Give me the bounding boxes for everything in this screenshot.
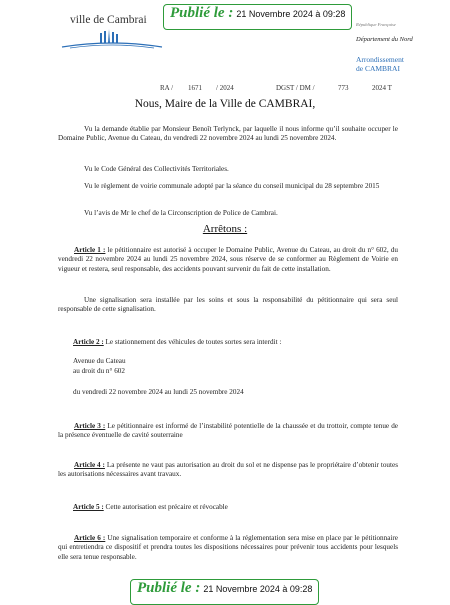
period-line: du vendredi 22 novembre 2024 au lundi 25 novembre 2024 [73,388,244,396]
arrondissement-line-1: Arrondissement [356,55,404,64]
article-6-text: Une signalisation temporaire et conforme à la réglementation sera mise en place par le pétitionnaire qui entretiendra ce dispositif et prendra toutes les dispositions nécessaires pour prévenir tous accidents pour lesquels elle sera tenue responsable. [58,534,398,561]
article-6-label: Article 6 : [74,534,106,542]
article-1 [58,246,398,274]
article-3-text: Le pétitionnaire est informé de l’instabilité potentielle de la chaussée et du trottoir, compte tenue de la présence éventuelle de cavité souterraine [58,422,398,440]
ra-number: 1671 [188,84,202,92]
stamp-date: 21 Novembre 2024 à 09:28 [236,9,346,19]
address-line-2: au droit du n° 602 [73,367,125,375]
article-3-label: Article 3 : [74,422,106,430]
article-2-label: Article 2 : [73,338,104,346]
dgst-label: DGST / DM / [276,84,315,92]
article-3 [58,422,398,441]
signalisation-paragraph: Une signalisation sera installée par les soins et sous la responsabilité du pétitionnaire qui sera seul responsable de cette signalisation. [58,296,398,314]
logo-text: ville de Cambrai [70,14,147,26]
article-2-text: Le stationnement des véhicules de toutes sortes sera interdit : [103,338,282,346]
article-5-text: Cette autorisation est précaire et révocable [103,503,228,511]
article-1-label: Article 1 : [74,246,106,254]
vu-demande: Vu la demande établie par Monsieur Benoît Terlynck, par laquelle il nous informe qu’il souhaite occuper le Domaine Public, Avenue du Cateau, du vendredi 22 novembre 2024 au lundi 25 novembre 2024. [58,125,398,143]
departement-label: Département du Nord [356,36,413,43]
publication-stamp-top [163,4,352,30]
vu-reglement: Vu le règlement de voirie communale adopté par la séance du conseil municipal du 28 septembre 2015 [84,182,380,190]
stamp-date-bottom: 21 Novembre 2024 à 09:28 [203,584,313,594]
article-5 [73,503,398,512]
article-5-label: Article 5 : [73,503,104,511]
stamp-label: Publié le : [170,5,234,21]
vu-code: Vu le Code Général des Collectivités Territoriales. [84,165,229,173]
cambrai-skyline-logo [60,27,164,49]
article-4-text: La présente ne vaut pas autorisation au droit du sol et ne dispense pas le propriétaire d’obtenir toutes les autorisations nécessaires avant travaux. [58,461,398,479]
arrondissement-line-2: de CAMBRAI [356,64,400,73]
arrondissement-label [356,55,446,73]
stamp-label-bottom: Publié le : [137,580,201,596]
dgst-number: 773 [338,84,349,92]
article-1-text: le pétitionnaire est autorisé à occuper le Domaine Public, Avenue du Cateau, au droit du n° 602, du vendredi 22 novembre 2024 au lundi 25 novembre 2024, sous réserve de se conformer au Règlement de Voirie en vigueur et restera, seul responsable, des accidents pouvant survenir du fait de cette installation. [58,246,398,273]
article-2 [73,338,398,347]
arretons-heading: Arrêtons : [202,223,248,235]
publication-stamp-bottom [130,579,319,605]
article-4-label: Article 4 : [74,461,105,469]
republique-label: République Française [356,22,396,27]
ra-year: / 2024 [216,84,234,92]
ra-label: RA / [160,84,174,92]
reference-year: 2024 T [372,84,392,92]
address-line-1: Avenue du Cateau [73,357,126,365]
vu-avis: Vu l’avis de Mr le chef de la Circonscription de Police de Cambrai. [84,209,278,217]
article-6 [58,534,398,562]
document-title: Nous, Maire de la Ville de CAMBRAI, [134,98,316,110]
article-4 [58,461,398,480]
